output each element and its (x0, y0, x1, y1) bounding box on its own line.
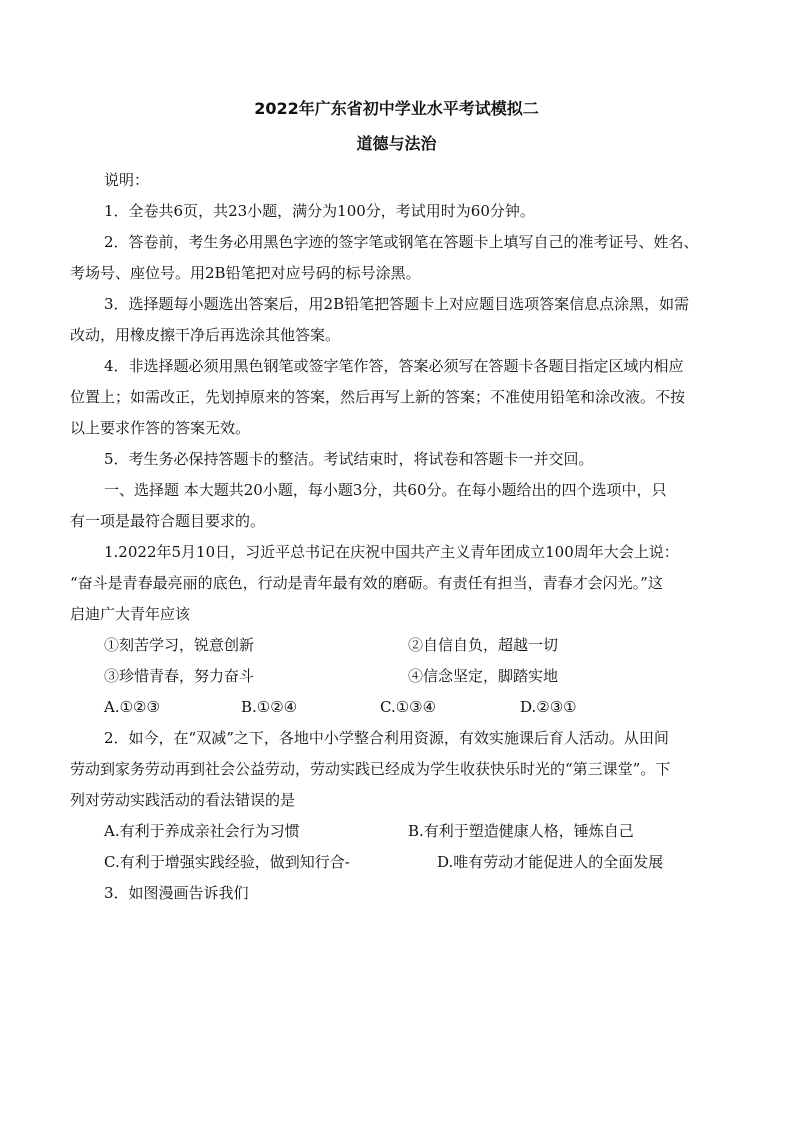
question-2-choice-d: D.唯有劳动才能促进人的全面发展 (437, 853, 664, 871)
question-1-stem-line-3: 启迪广大青年应该 (70, 605, 191, 623)
question-1-statement-3: ③珍惜青春，努力奋斗 (104, 667, 255, 685)
question-1-statement-4: ④信念坚定，脚踏实地 (408, 667, 559, 685)
exam-subject: 道德与法治 (356, 134, 437, 153)
question-2-stem-line-1: 2．如今，在“双减”之下，各地中小学整合利用资源，有效实施课后育人活动。从田间 (104, 729, 669, 747)
question-1-stem-line-2: “奋斗是青春最亮丽的底色，行动是青年最有效的磨砺。有责任有担当，青春才会闪光。”这 (70, 574, 663, 592)
question-1-choice-d: D.②③① (520, 698, 577, 716)
instruction-item-5: 5．考生务必保持答题卡的整洁。考试结束时，将试卷和答题卡一并交回。 (104, 450, 594, 468)
question-1-stem-line-1: 1.2022年5月10日，习近平总书记在庆祝中国共产主义青年团成立100周年大会上说： (104, 543, 679, 561)
question-2-choice-c: C.有利于增强实践经验，做到知行合- (104, 853, 350, 871)
question-2-choice-b: B.有利于塑造健康人格，锤炼自己 (408, 822, 634, 840)
instruction-item-3-line-2: 改动，用橡皮擦干净后再选涂其他答案。 (70, 326, 341, 344)
question-1-choice-b: B.①②④ (241, 698, 298, 716)
instruction-item-4-line-3: 以上要求作答的答案无效。 (70, 419, 251, 437)
instruction-item-2-line-2: 考场号、座位号。用2B铅笔把对应号码的标号涂黑。 (70, 264, 421, 282)
question-1-statement-1: ①刻苦学习，锐意创新 (104, 636, 255, 654)
question-1-choice-a: A.①②③ (104, 698, 160, 716)
question-3-stem: 3．如图漫画告诉我们 (104, 884, 249, 902)
instruction-item-2-line-1: 2．答卷前，考生务必用黑色字迹的签字笔或钢笔在答题卡上填写自己的准考证号、姓名、 (104, 233, 699, 251)
instruction-item-4-line-2: 位置上；如需改正，先划掉原来的答案，然后再写上新的答案；不准使用铅笔和涂改液。不按 (70, 388, 686, 406)
section-1-header-line-2: 有一项是最符合题目要求的。 (70, 512, 266, 530)
question-2-stem-line-2: 劳动到家务劳动再到社会公益劳动，劳动实践已经成为学生收获快乐时光的“第三课堂”。下 (70, 760, 671, 778)
question-1-statement-2: ②自信自负，超越一切 (408, 636, 559, 654)
instruction-item-3-line-1: 3．选择题每小题选出答案后，用2B铅笔把答题卡上对应题目选项答案信息点涂黑，如需 (104, 295, 690, 313)
section-1-header-line-1: 一、选择题 本大题共20小题，每小题3分，共60分。在每小题给出的四个选项中，只 (104, 481, 667, 499)
question-2-choice-a: A.有利于养成亲社会行为习惯 (104, 822, 300, 840)
instruction-item-1: 1．全卷共6页，共23小题，满分为100分，考试用时为60分钟。 (104, 202, 535, 220)
question-2-stem-line-3: 列对劳动实践活动的看法错误的是 (70, 791, 296, 809)
question-1-choice-c: C.①③④ (380, 698, 437, 716)
exam-title: 2022年广东省初中学业水平考试模拟二 (254, 99, 539, 118)
instruction-item-4-line-1: 4．非选择题必须用黑色钢笔或签字笔作答，答案必须写在答题卡各题目指定区域内相应 (104, 357, 684, 375)
instructions-heading: 说明： (104, 171, 150, 189)
